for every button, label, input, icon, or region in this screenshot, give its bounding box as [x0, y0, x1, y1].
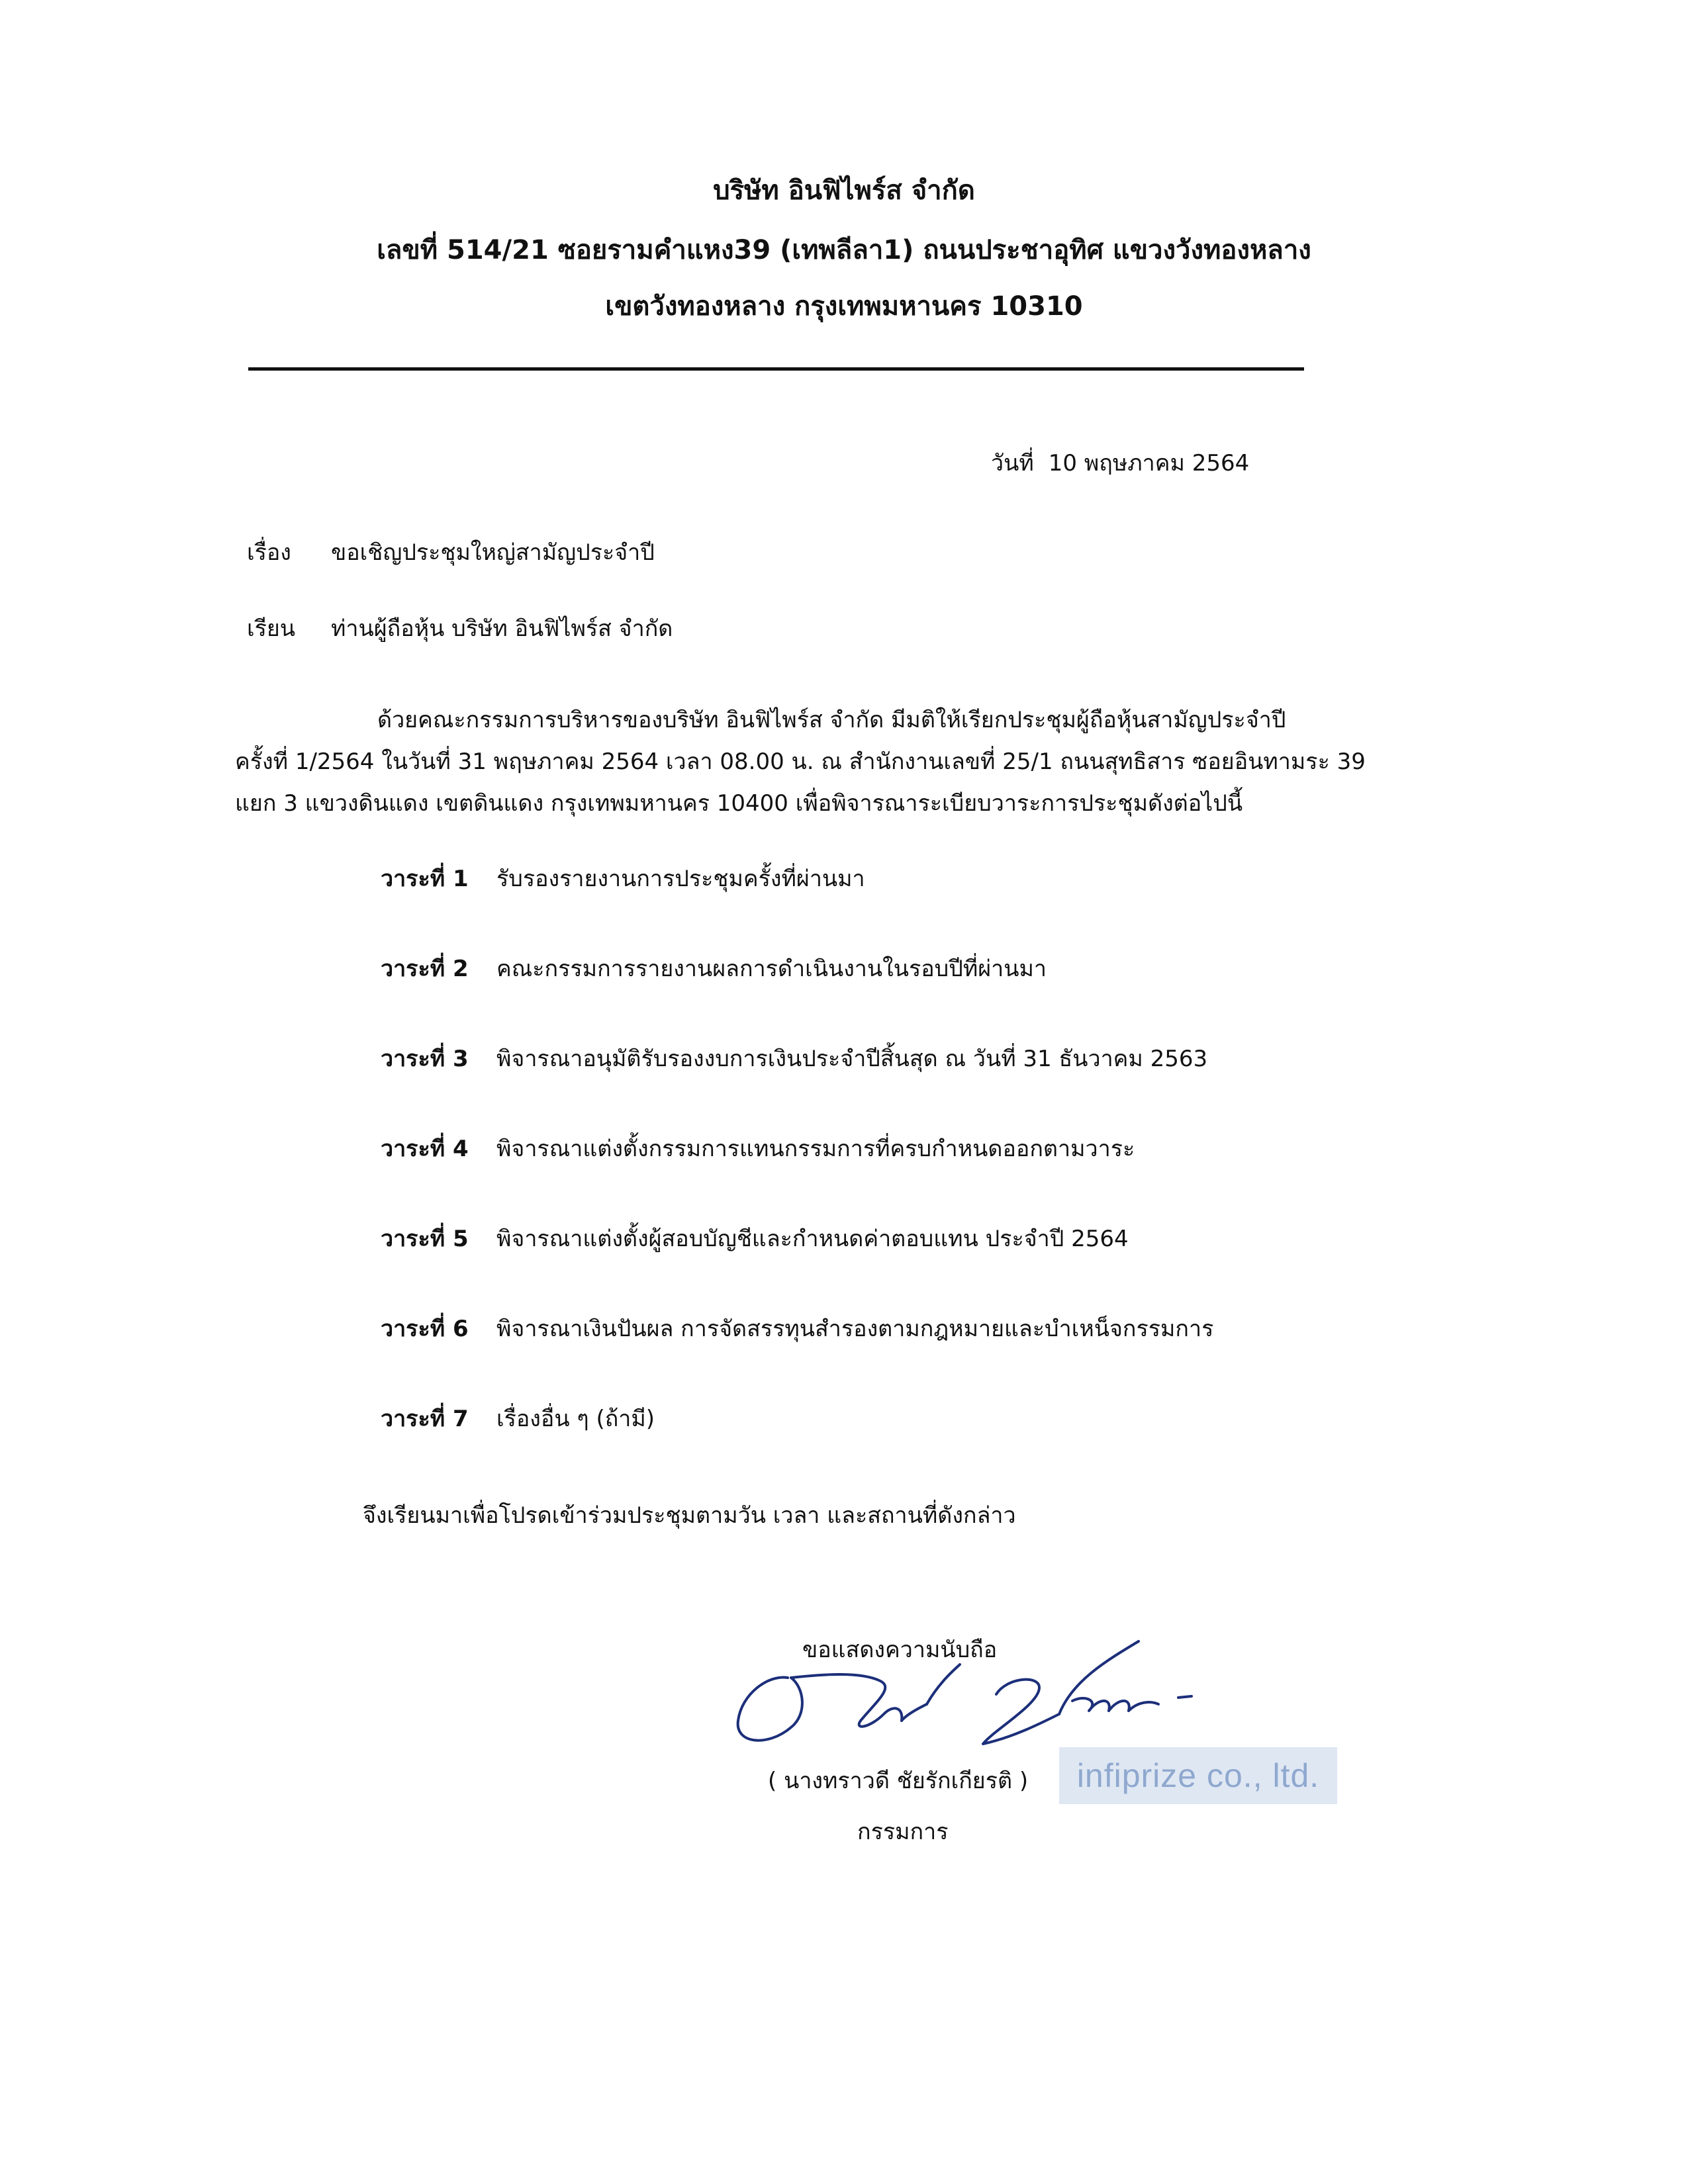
recipient-value: ท่านผู้ถือหุ้น บริษัท อินฟิไพร์ส จำกัด	[331, 615, 673, 642]
agenda-number: วาระที่ 4	[381, 1136, 469, 1162]
subject-label: เรื่อง	[247, 539, 291, 566]
regards-text: ขอแสดงความนับถือ	[802, 1637, 998, 1663]
date-value: 10 พฤษภาคม 2564	[1048, 450, 1250, 477]
signer-name: ( นางทราวดี ชัยรักเกียรติ )	[768, 1768, 1029, 1794]
subject-value: ขอเชิญประชุมใหญ่สามัญประจำปี	[331, 539, 655, 566]
agenda-item: เรื่องอื่น ๆ (ถ้ามี)	[496, 1406, 655, 1432]
agenda-item: พิจารณาแต่งตั้งกรรมการแทนกรรมการที่ครบกำหนดออกตามวาระ	[496, 1136, 1135, 1162]
header-divider	[248, 367, 1304, 371]
agenda-number: วาระที่ 3	[381, 1046, 469, 1072]
company-address-line-1: เลขที่ 514/21 ซอยรามคำแหง39 (เทพลีลา1) ถนนประชาอุทิศ แขวงวังทองหลาง	[377, 235, 1311, 265]
company-address-line-2: เขตวังทองหลาง กรุงเทพมหานคร 10310	[605, 291, 1083, 322]
agenda-number: วาระที่ 5	[381, 1226, 469, 1252]
company-stamp: infiprize co., ltd.	[1059, 1747, 1337, 1804]
signer-position: กรรมการ	[857, 1819, 949, 1845]
agenda-item: รับรองรายงานการประชุมครั้งที่ผ่านมา	[496, 866, 865, 892]
body-line-2: ครั้งที่ 1/2564 ในวันที่ 31 พฤษภาคม 2564 เวลา 08.00 น. ณ สำนักงานเลขที่ 25/1 ถนนสุทธิสาร ซอยอินทามระ 39	[235, 749, 1366, 775]
agenda-item: พิจารณาอนุมัติรับรองงบการเงินประจำปีสิ้นสุด ณ วันที่ 31 ธันวาคม 2563	[496, 1046, 1208, 1072]
agenda-number: วาระที่ 7	[381, 1406, 469, 1432]
body-line-1: ด้วยคณะกรรมการบริหารของบริษัท อินฟิไพร์ส จำกัด มีมติให้เรียกประชุมผู้ถือหุ้นสามัญประจำปี	[377, 707, 1286, 733]
closing-sentence: จึงเรียนมาเพื่อโปรดเข้าร่วมประชุมตามวัน เวลา และสถานที่ดังกล่าว	[363, 1502, 1016, 1529]
handwritten-signature	[728, 1615, 1205, 1767]
body-line-3: แยก 3 แขวงดินแดง เขตดินแดง กรุงเทพมหานคร 10400 เพื่อพิจารณาระเบียบวาระการประชุมดังต่อไปนี้	[235, 790, 1243, 817]
company-name: บริษัท อินฟิไพร์ส จำกัด	[713, 175, 975, 206]
agenda-number: วาระที่ 2	[381, 956, 469, 982]
agenda-item: พิจารณาเงินปันผล การจัดสรรทุนสำรองตามกฎหมายและบำเหน็จกรรมการ	[496, 1316, 1214, 1342]
agenda-item: คณะกรรมการรายงานผลการดำเนินงานในรอบปีที่ผ่านมา	[496, 956, 1047, 982]
date-label: วันที่	[991, 450, 1034, 477]
agenda-number: วาระที่ 1	[381, 866, 469, 892]
agenda-item: พิจารณาแต่งตั้งผู้สอบบัญชีและกำหนดค่าตอบแทน ประจำปี 2564	[496, 1226, 1129, 1252]
recipient-label: เรียน	[247, 615, 296, 642]
agenda-number: วาระที่ 6	[381, 1316, 469, 1342]
letter-date	[991, 445, 1249, 480]
